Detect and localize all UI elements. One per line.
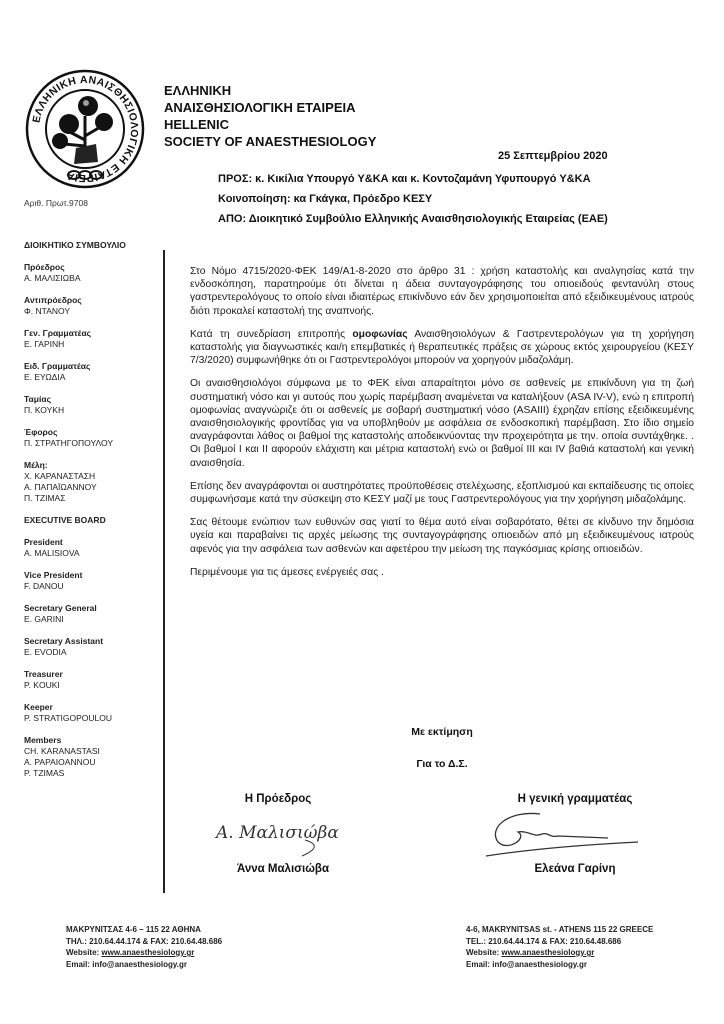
board-role-title: Αντιπρόεδρος	[24, 295, 82, 305]
footer-greek	[66, 924, 222, 970]
board-member-group	[24, 669, 160, 691]
left-signatory-name: Άννα Μαλισιώβα	[236, 863, 330, 875]
board-member-name: Α. ΜΑΛΙΣΙΩΒΑ	[24, 273, 81, 283]
board-member-group	[24, 361, 160, 383]
from-line: ΑΠΟ: Διοικητικό Συμβούλιο Ελληνικής Αναισθησιολογικής Εταιρείας (ΕΑΕ)	[218, 213, 608, 225]
website-link[interactable]: www.anaesthesiology.gr	[501, 948, 595, 957]
board-member-group	[24, 537, 160, 559]
closing-for-board: Για το Δ.Σ.	[416, 758, 468, 770]
recipients-block	[218, 169, 608, 229]
board-member-name: Π. ΣΤΡΑΤΗΓΟΠΟΥΛΟΥ	[24, 438, 114, 448]
paragraph-1: Στο Νόμο 4715/2020-ΦΕΚ 149/Α1-8-2020 στο άρθρο 31 : χρήση καταστολής και αναλγησίας κατά την ενδοσκόπηση, παρατηρούμε ότι δίνεται η άδεια συνταγογράφησης του οπιοειδούς φεντανύλη στους γαστρεντερολόγους το οποίο είναι ιδιαιτέρως επικίνδυνο εάν δεν χρησιμοποιείται από εξειδικευμένους ιατρούς διότι προκαλεί καταστολή της αναπνοής.	[190, 266, 694, 317]
right-signatory-name: Ελεάνα Γαρίνη	[534, 863, 616, 875]
cc-line: Κοινοποίηση: κα Γκάγκα, Πρόεδρο ΚΕΣΥ	[218, 193, 433, 205]
board-role-title: Γεν. Γραμματέας	[24, 328, 92, 338]
board-role-title: Ειδ. Γραμματέας	[24, 361, 91, 371]
board-member-name: E. GARINI	[24, 614, 64, 624]
sidebar-divider	[163, 250, 165, 893]
board-role-title: Μέλη:	[24, 460, 48, 470]
board-member-name: P. TZIMAS	[24, 768, 65, 778]
board-role-title: Ταμίας	[24, 394, 51, 404]
left-signature	[210, 810, 350, 860]
board-member-group	[24, 427, 160, 449]
letter-body	[190, 265, 694, 589]
society-seal-icon	[24, 68, 146, 190]
board-role-title: President	[24, 537, 63, 547]
board-member-group	[24, 328, 160, 350]
board-role-title: Treasurer	[24, 669, 63, 679]
board-member-name: Ε. ΓΑΡΙΝΗ	[24, 339, 65, 349]
closing-regards: Με εκτίμηση	[411, 726, 473, 738]
board-member-name: Φ. ΝΤΑΝΟΥ	[24, 306, 71, 316]
website-label: Website:	[466, 948, 502, 957]
greek-board-heading: ΔΙΟΙΚΗΤΙΚΟ ΣΥΜΒΟΥΛΙΟ	[24, 240, 126, 250]
board-member-group	[24, 636, 160, 658]
footer-greek-website-row	[66, 947, 222, 959]
board-member-name: F. DANOU	[24, 581, 64, 591]
english-board-list	[24, 537, 160, 779]
org-line-2: ΑΝΑΙΣΘΗΣΙΟΛΟΓΙΚΗ ΕΤΑΙΡΕΙΑ	[164, 100, 356, 115]
board-member-name: P. STRATIGOPOULOU	[24, 713, 113, 723]
board-role-title: Members	[24, 735, 62, 745]
board-member-name: Α. ΠΑΠΑΪΩΑΝΝΟΥ	[24, 482, 97, 492]
board-member-name: Χ. ΚΑΡΑΝΑΣΤΑΣΗ	[24, 471, 96, 481]
footer-english-website-row	[466, 947, 653, 959]
board-sidebar	[24, 240, 160, 790]
left-signatory-role: Η Πρόεδρος	[244, 793, 312, 805]
board-role-title: Secretary Assistant	[24, 636, 104, 646]
board-member-name: CH. KARANASTASI	[24, 746, 100, 756]
board-member-group	[24, 295, 160, 317]
board-role-title: Secretary General	[24, 603, 97, 613]
board-role-title: Vice President	[24, 570, 83, 580]
footer-english-email[interactable]: Email: info@anaesthesiology.gr	[466, 959, 588, 969]
org-line-1: ΕΛΛΗΝΙΚΗ	[164, 83, 232, 98]
left-signature-text: Α. Μαλισιώβα	[216, 823, 339, 843]
right-signatory-role: Η γενική γραμματέας	[517, 793, 633, 805]
footer-greek-address: ΜΑΚΡΥΝΙΤΣΑΣ 4-6 – 115 22 ΑΘΗΝΑ	[66, 925, 201, 934]
paragraph-2	[190, 328, 694, 368]
paragraph-5: Σας θέτουμε ενώπιον των ευθυνών σας γιατί το θέμα αυτό είναι σοβαρότατο, θέτει σε κίνδυνο την δημόσια υγεία και παραβαίνει τις αρχές μείωσης της συνταγογράφησης οπιοειδών από μη εξειδικευμένους ιατρούς αφενός για την ασφάλεια των ασθενών και αφετέρου την μείωση της παγκόσμιας κρίσης οπιοειδών.	[190, 517, 694, 555]
board-member-group	[24, 460, 160, 504]
board-member-name: Ε. ΕΥΩΔΙΑ	[24, 372, 66, 382]
logo-ring-text: ΕΛΛΗΝΙΚΗ ΑΝΑΙΣΘΗΣΙΟΛΟΓΙΚΗ ΕΤΑΙΡΕΙΑ	[30, 73, 141, 185]
board-member-group	[24, 735, 160, 779]
english-board-heading: EXECUTIVE BOARD	[24, 515, 106, 525]
board-member-name: A. PAPAIOANNOU	[24, 757, 96, 767]
footer-english	[466, 924, 653, 970]
board-member-name: Π. ΤΖΙΜΑΣ	[24, 493, 66, 503]
footer-english-phone: TEL.: 210.64.44.174 & FAX: 210.64.48.686	[466, 936, 622, 946]
board-member-name: A. MALISIOVA	[24, 548, 80, 558]
org-line-3: HELLENIC	[164, 117, 229, 132]
paragraph-2-text-a: Κατά τη συνεδρίαση επιτροπής	[190, 328, 353, 340]
handwritten-signature-icon	[210, 810, 350, 860]
to-line: ΠΡΟΣ: κ. Κικίλια Υπουργό Υ&ΚΑ και κ. Κοντοζαμάνη Υφυπουργό Υ&ΚΑ	[218, 173, 591, 185]
society-logo	[24, 68, 146, 190]
footer-greek-email[interactable]: Email: info@anaesthesiology.gr	[66, 959, 188, 969]
board-member-group	[24, 570, 160, 592]
website-link[interactable]: www.anaesthesiology.gr	[101, 948, 195, 957]
right-signature	[478, 808, 648, 860]
paragraph-4: Επίσης δεν αναγράφονται οι αυστηρότατες προϋποθέσεις στελέχωσης, εξοπλισμού και εκπαίδευσης τις οποίες συμφωνήσαμε κατά την σύσκεψη στο ΚΕΣΥ μαζί με τους Γαστρεντερολόγους για την χορήγηση μιδαζολάμης.	[190, 480, 694, 506]
board-role-title: Έφορος	[24, 427, 58, 437]
board-member-group	[24, 394, 160, 416]
paragraph-2-text-b: Αναισθησιολόγων & Γαστρεντερολόγων για τη χορήγηση καταστολής για διαγνωστικές και/η επεμβατικές ή θεραπευτικές πράξεις σε χώρους εκτός χειρουργείου (ΚΕΣΥ 7/3/2020) συμφωνήθηκε ότι οι Γαστρεντερολόγοι μπορούν να χορηγούν μιδαζολάμη.	[190, 328, 694, 367]
paragraph-2-emphasis: ομοφωνίας	[352, 328, 408, 340]
handwritten-signature-icon	[478, 808, 648, 860]
board-member-name: Π. ΚΟΥΚΗ	[24, 405, 65, 415]
website-label: Website:	[66, 948, 102, 957]
greek-board-list	[24, 262, 160, 504]
footer-english-address: 4-6, MAKRYNITSAS st. - ATHENS 115 22 GREECE	[466, 925, 654, 934]
paragraph-3: Οι αναισθησιολόγοι σύμφωνα με το ΦΕΚ είναι απαραίτητοι μόνο σε ασθενείς με επικίνδυνη για τη ζωή συστηματική νόσο και γι αυτούς που χωρίς παρέμβαση αναμένεται να καταλήξουν (ASA IV-V), ενώ η επιτροπή ομοφωνίας αναγνώριζε ότι οι ασθενείς με σοβαρή συστηματική νόσο (ASAIII) έχρηζαν επίσης εξειδικευμένης αναισθησιολογικής φροντίδας για να υποβληθούν με ασφάλεια σε ενδοσκοπική παρέμβαση. Στο ίδιο σημείο αναγράφονται λάθος οι βαθμοί της καταστολής αποδεικνύοντας την προχειρότητα με την. οποία συντάχθηκε. . Οι βαθμοί I και II αφορούν ελάχιστη και μέτρια καταστολή ενώ οι βαθμοί III και IV βαθιά καταστολή και γενική αναισθησία.	[190, 378, 694, 469]
footer-greek-phone: ΤΗΛ.: 210.64.44.174 & FAX: 210.64.48.686	[66, 936, 223, 946]
board-member-group	[24, 603, 160, 625]
board-member-name: P. KOUKI	[24, 680, 60, 690]
protocol-number: Αριθ. Πρωτ.9708	[24, 198, 88, 208]
board-role-title: Πρόεδρος	[24, 262, 65, 272]
board-role-title: Keeper	[24, 702, 53, 712]
organization-name	[164, 82, 376, 150]
board-member-name: E. EVODIA	[24, 647, 67, 657]
org-line-4: SOCIETY OF ANAESTHESIOLOGY	[164, 134, 377, 149]
paragraph-6: Περιμένουμε για τις άμεσες ενέργειές σας .	[190, 566, 384, 578]
letter-date: 25 Σεπτεμβρίου 2020	[498, 150, 608, 162]
board-member-group	[24, 702, 160, 724]
board-member-group	[24, 262, 160, 284]
